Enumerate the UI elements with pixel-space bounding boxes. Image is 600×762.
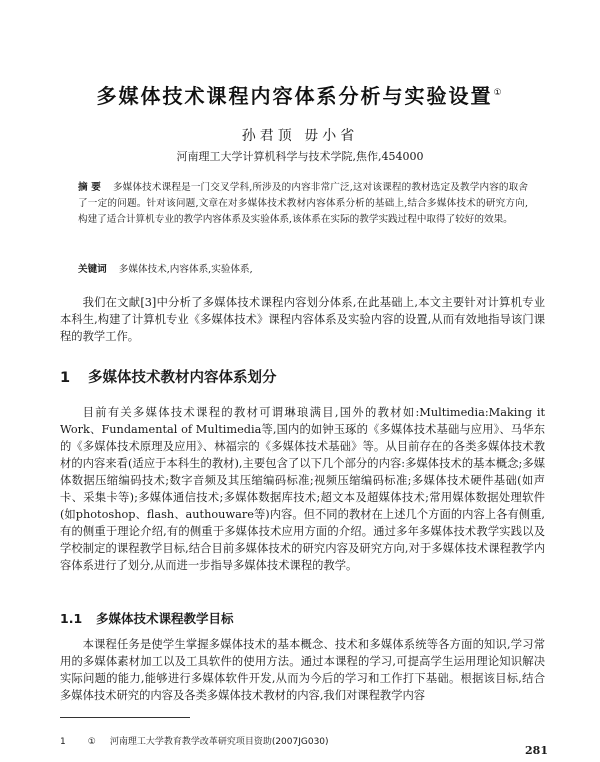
page-number: 281 — [525, 744, 548, 757]
subsection-1-1-heading — [60, 609, 234, 627]
intro-paragraph: 我们在文献[3]中分析了多媒体技术课程内容划分体系,在此基础上,本文主要针对计算机专业本科生,构建了计算机专业《多媒体技术》课程内容体系及实验内容的设置,从而有效地指导该门课程的教学工作。 — [60, 296, 545, 343]
abstract-label: 摘 要 — [78, 182, 101, 193]
authors: 孙君顶 毋小省 — [241, 128, 359, 144]
subsection-1-1-title: 多媒体技术课程教学目标 — [96, 611, 234, 626]
section-1-heading — [60, 366, 277, 387]
abstract-text: 多媒体技术课程是一门交叉学科,所涉及的内容非常广泛,这对该课程的教材选定及教学内容的取舍了一定的问题。针对该问题,文章在对多媒体技术教材内容体系分析的基础上,结合多媒体技术的研究方向,构建了适合计算机专业的教学内容体系及实验体系,该体系在实际的教学实践过程中取得了较好的效果。 — [78, 182, 528, 225]
subsection-1-1-paragraph: 本课程任务是使学生掌握多媒体技术的基本概念、技术和多媒体系统等各方面的知识,学习常用的多媒体素材加工以及工具软件的使用方法。通过本课程的学习,可提高学生运用理论知识解决实际问题的能力,能够进行多媒体软件开发,从而为今后的学习和工作打下基础。根据该目标,结合多媒体技术研究的内容及各类多媒体技术教材的内容,我们对课程教学内容 — [60, 638, 545, 702]
subsection-1-1-number: 1.1 — [60, 611, 83, 626]
title-note-mark: ① — [493, 88, 504, 99]
footnote-mark: 1 — [60, 737, 66, 747]
section-1-title: 多媒体技术教材内容体系划分 — [88, 370, 277, 386]
keywords-label: 关键词 — [78, 264, 107, 275]
abstract — [78, 180, 528, 228]
footnote-symbol: ① — [87, 737, 96, 747]
footnote-divider — [60, 717, 190, 718]
section-1-number: 1 — [60, 370, 71, 386]
section-1-paragraph: 目前有关多媒体技术课程的教材可谓琳琅满目,国外的教材如:Multimedia:Making it Work、Fundamental of Multimedia等,国内的如钟玉琢的《多媒体技术基础与应用》、马华东的《多媒体技术原理及应用》、林福宗的《多媒体技术基础》等。从目前存在的各类多媒体技术教材的内容来看(适应于本科生的教材),主要包含了以下几个部分的内容:多媒体技术的基本概念;多媒体数据压缩编码技术;数字音频及其压缩编码标准;视频压缩编码标准;多媒体技术硬件基础(如声卡、采集卡等);多媒体通信技术;多媒体数据库技术;超文本及超媒体技术;常用媒体数据处理软件(如photoshop、flash、authouware等)内容。但不同的教材在上述几个方面的内容上各有侧重,有的侧重于理论介绍,有的侧重于多媒体技术应用方面的介绍。通过多年多媒体技术教学实践以及学校制定的课程教学目标,结合目前多媒体技术的研究内容及研究方向,对于多媒体技术课程教学内容体系进行了划分,从而进一步指导多媒体技术课程的教学。 — [60, 406, 545, 572]
paper-title-text: 多媒体技术课程内容体系分析与实验设置 — [96, 84, 493, 108]
footnote-text: 河南理工大学教育教学改革研究项目资助(2007JG030) — [109, 737, 329, 747]
keywords — [78, 262, 528, 278]
footnote — [60, 734, 329, 747]
affiliation: 河南理工大学计算机科学与技术学院,焦作,454000 — [176, 150, 424, 163]
keywords-text: 多媒体技术,内容体系,实验体系, — [118, 264, 253, 275]
paper-title — [0, 80, 600, 109]
